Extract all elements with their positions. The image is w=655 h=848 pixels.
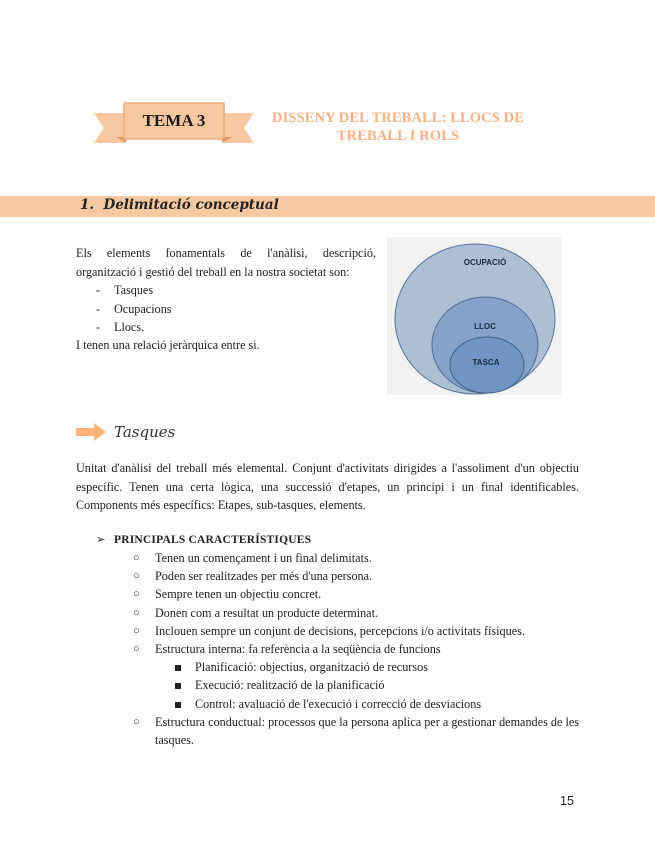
page-title-line2: TREBALL I ROLS xyxy=(336,128,460,144)
internal-structure-list xyxy=(155,658,579,713)
list-item: Control: avaluació de l'execució i correcció de desviacions xyxy=(173,695,579,713)
list-item: Planificació: objectius, organització de recursos xyxy=(173,658,579,676)
list-item: ○ Sempre tenen un objectiu concret. xyxy=(133,587,322,602)
page-title xyxy=(268,109,528,145)
characteristics-list xyxy=(133,549,579,749)
section-title: Delimitació conceptual xyxy=(103,197,279,213)
diagram-label-lloc: LLOC xyxy=(474,322,496,331)
tasques-heading: Tasques xyxy=(114,423,176,441)
list-item: - Ocupacions xyxy=(96,301,172,316)
characteristics-heading: ➢ PRINCIPALS CARACTERÍSTIQUES xyxy=(96,534,312,546)
list-item: ○ Poden ser realitzades per més d'una persona. xyxy=(133,569,373,584)
list-item: ○ Tenen un començament i un final delimitats. xyxy=(133,551,372,565)
list-item: ○ Donen com a resultat un producte determinat. xyxy=(133,605,379,620)
diagram-label-ocupacio: OCUPACIÓ xyxy=(463,258,507,267)
section-number: 1. xyxy=(80,197,95,213)
page-title-line1: DISSENY DEL TREBALL: LLOCS DE xyxy=(272,110,524,126)
tasques-paragraph: Unitat d'anàlisi del treball més elemental. Conjunt d'activitats dirigides a l'assoliment d'un objectiu específic. Tenen una certa lògica, una successió d'etapes, un principi i un final identificables. Components més específics: Etapes, sub-tasques, elements. xyxy=(76,461,579,512)
list-item: Execució: realització de la planificació xyxy=(173,676,579,694)
relation-text: I tenen una relació jeràrquica entre si. xyxy=(76,338,260,352)
hierarchy-diagram xyxy=(387,237,561,395)
intro-paragraph: Els elements fonamentals de l'anàlisi, descripció, organització i gestió del treball en la nostra societat son: xyxy=(76,246,376,279)
tema-badge: TEMA 3 xyxy=(142,111,206,130)
list-item: ○ Estructura conductual: processos que la persona aplica per a gestionar demandes de les tasques. xyxy=(133,714,579,748)
intro-list xyxy=(96,281,172,337)
diagram-label-tasca: TASCA xyxy=(472,358,500,367)
arrow-right-icon xyxy=(76,423,106,441)
tema-ribbon xyxy=(94,99,254,151)
list-item: ○ Estructura interna: fa referència a la seqüència de funcions Planificació: objectius, organització de recursos Execució: realització de la planificació Control: avaluació de l'execució i correcció de desviacions xyxy=(133,640,579,713)
arrowhead-bullet-icon: ➢ xyxy=(96,534,106,546)
list-item: - Llocs. xyxy=(96,320,145,334)
list-item: ○ Inclouen sempre un conjunt de decisions, percepcions i/o activitats físiques. xyxy=(133,623,525,638)
page-number: 15 xyxy=(560,794,574,808)
list-item: - Tasques xyxy=(96,283,154,297)
section-heading xyxy=(80,197,279,213)
